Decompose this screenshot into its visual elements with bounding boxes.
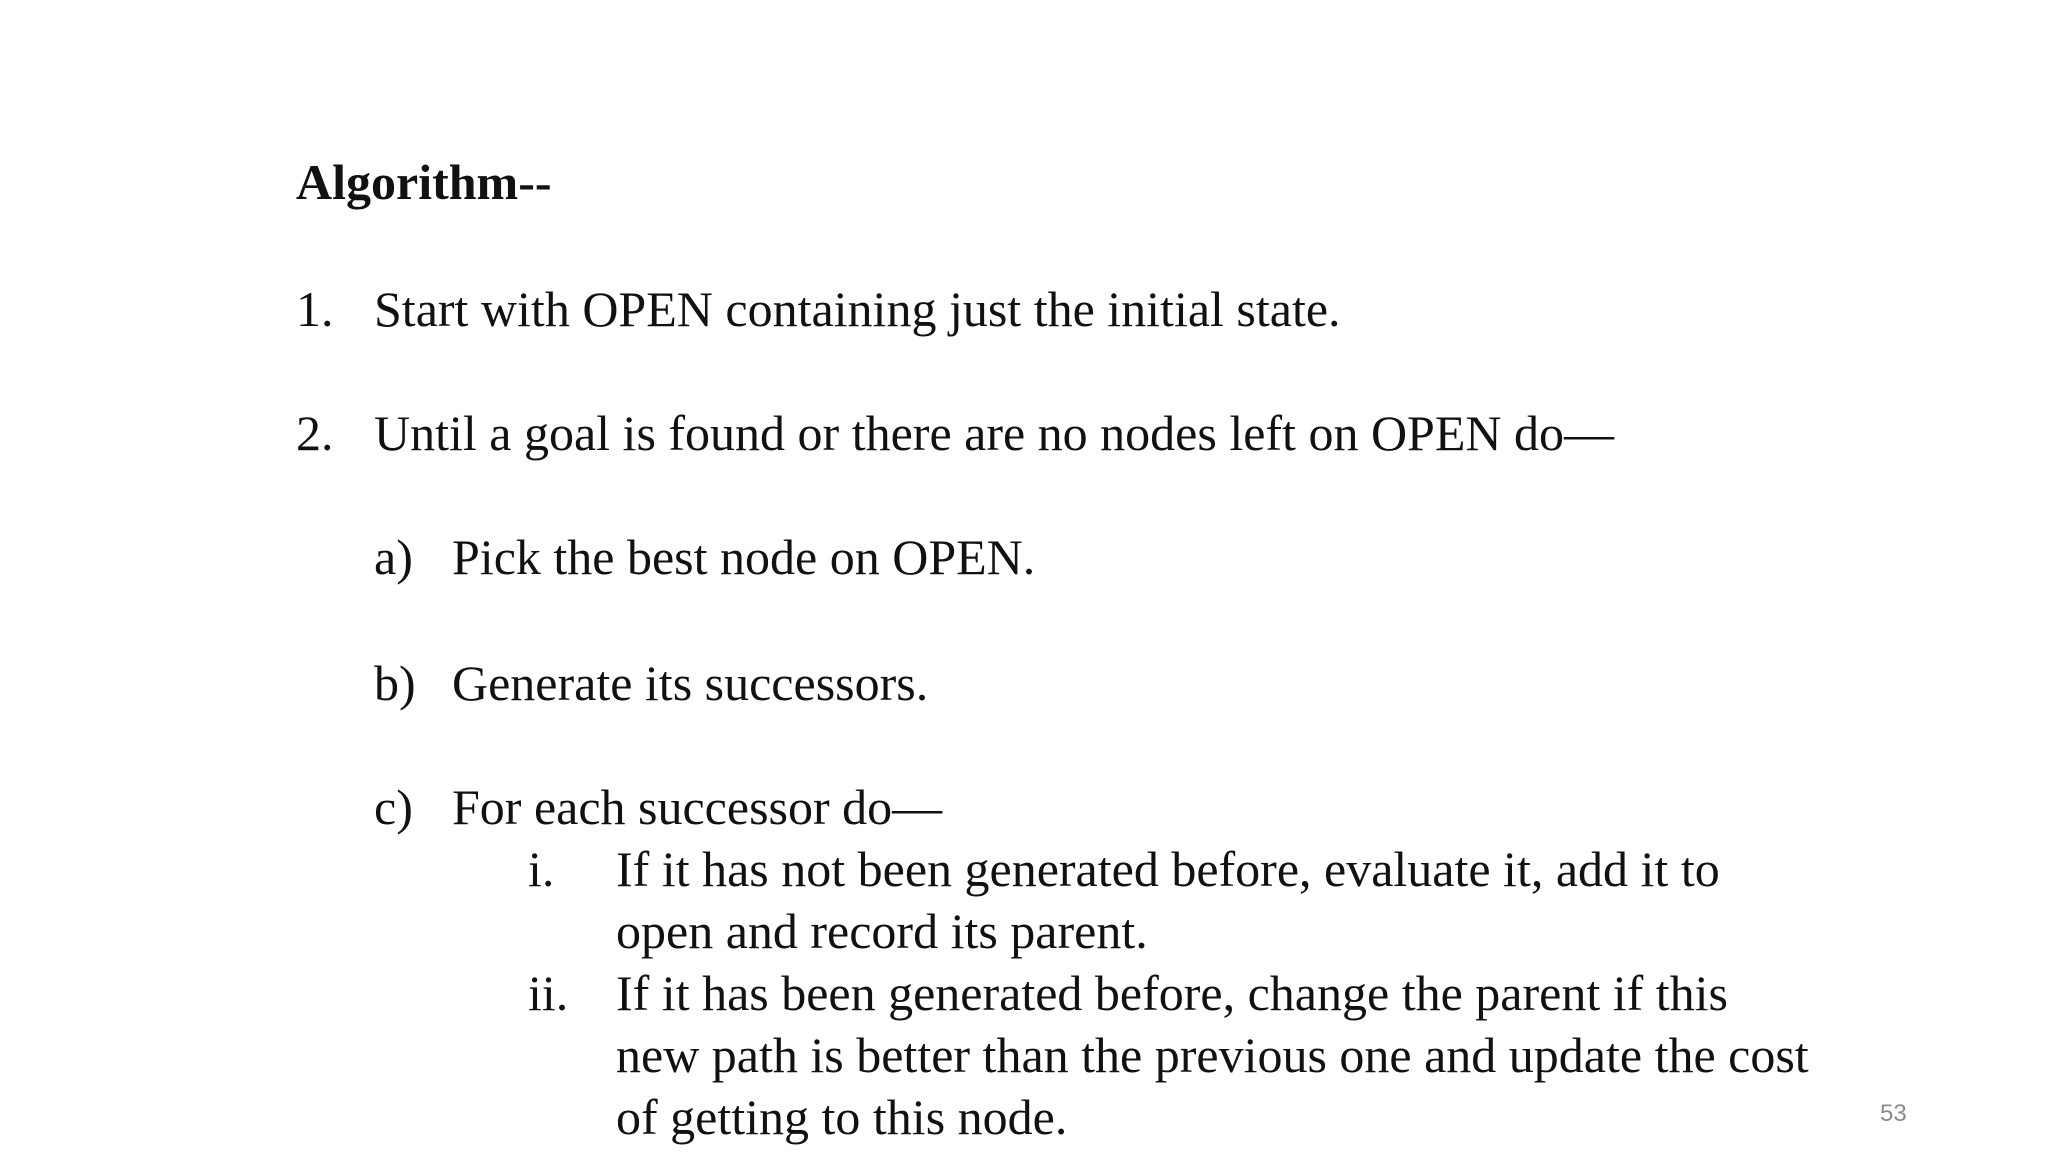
list-item-text: Generate its successors. <box>452 655 929 711</box>
slide-heading: Algorithm-- <box>296 154 552 210</box>
list-marker: b) <box>374 655 416 711</box>
list-item-text: If it has been generated before, change the parent if this new path is better than the previous one and update the cost of getting to this node. <box>616 965 1809 1145</box>
list-marker: i. <box>528 841 555 897</box>
list-item-text: Start with OPEN containing just the initial state. <box>374 281 1341 337</box>
list-marker: c) <box>374 779 413 835</box>
list-marker: 2. <box>296 405 334 461</box>
list-item-text: Pick the best node on OPEN. <box>452 529 1036 585</box>
page-number: 53 <box>1880 1100 1907 1127</box>
list-marker: a) <box>374 529 413 585</box>
list-item-text: Until a goal is found or there are no nodes left on OPEN do— <box>374 405 1615 461</box>
list-item-text: For each successor do— <box>452 779 943 835</box>
list-marker: 1. <box>296 281 334 337</box>
list-item-text: If it has not been generated before, evaluate it, add it to open and record its parent. <box>616 841 1720 959</box>
list-marker: ii. <box>528 965 569 1021</box>
